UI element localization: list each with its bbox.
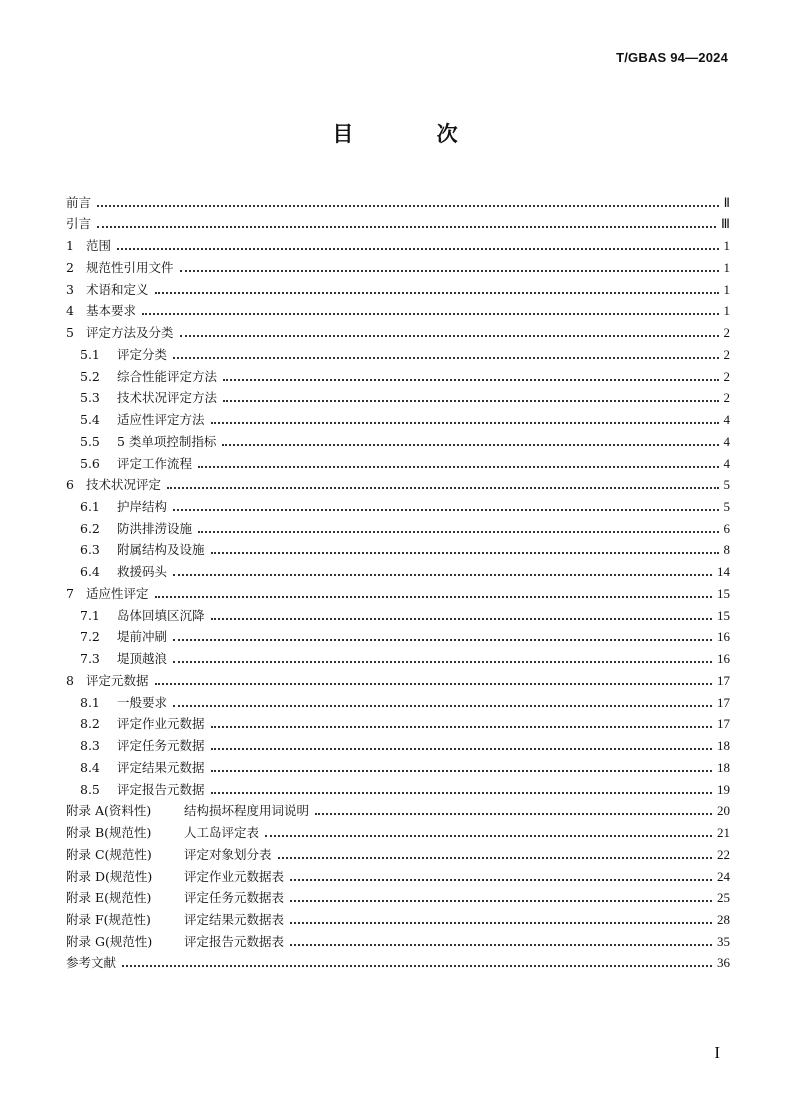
toc-entry-page: 15 <box>717 607 730 623</box>
toc-entry-number: 7 <box>66 585 74 601</box>
toc-entry-title: 适应性评定 <box>86 585 149 601</box>
toc-entry-number: 6.4 <box>80 564 100 580</box>
toc-entry-number: 附录 G(规范性) <box>66 933 153 949</box>
toc-entry-number: 5.3 <box>80 390 100 406</box>
dot-leader <box>173 705 712 707</box>
toc-entry[interactable] <box>66 885 730 907</box>
toc-entry[interactable] <box>66 667 730 689</box>
standard-code: T/GBAS 94—2024 <box>616 50 728 65</box>
toc-entry-title: 评定任务元数据 <box>117 738 205 754</box>
toc-entry-title: 评定工作流程 <box>117 455 193 471</box>
toc-entry-page: Ⅲ <box>721 216 730 232</box>
toc-entry[interactable] <box>66 363 730 385</box>
toc-entry-number: 附录 E(规范性) <box>66 890 152 906</box>
toc-entry-title: 评定结果元数据表 <box>184 911 285 927</box>
toc-entry-title: 一般要求 <box>117 694 168 710</box>
toc-entry-page: 25 <box>717 890 730 906</box>
toc-entry-title: 评定分类 <box>117 346 168 362</box>
dot-leader <box>173 661 712 663</box>
toc-entry-page: 1 <box>723 303 730 319</box>
toc-entry-title: 范围 <box>86 238 112 254</box>
dot-leader <box>117 248 718 250</box>
toc-entry-title: 岛体回填区沉降 <box>117 607 205 623</box>
toc-entry-title: 技术状况评定方法 <box>117 390 218 406</box>
toc-entry-page: 2 <box>723 346 730 362</box>
toc-entry-title: 评定结果元数据 <box>117 759 205 775</box>
dot-leader <box>211 618 712 620</box>
toc-entry-number: 7.3 <box>80 651 100 667</box>
toc-entry-page: 19 <box>717 781 730 797</box>
toc-entry-page: 18 <box>717 759 730 775</box>
toc-entry[interactable] <box>66 950 730 972</box>
dot-leader <box>142 313 718 315</box>
toc-entry-page: 1 <box>723 259 730 275</box>
toc-entry-page: 2 <box>723 368 730 384</box>
dot-leader <box>211 422 719 424</box>
toc-entry[interactable] <box>66 689 730 711</box>
toc-entry-title: 防洪排涝设施 <box>117 520 193 536</box>
dot-leader <box>97 226 716 228</box>
toc-entry-number: 附录 D(规范性) <box>66 868 153 884</box>
toc-entry-title: 护岸结构 <box>117 499 168 515</box>
toc-entry-page: 21 <box>717 825 730 841</box>
toc-entry[interactable] <box>66 276 730 298</box>
toc-entry[interactable] <box>66 406 730 428</box>
toc-entry-page: 17 <box>717 694 730 710</box>
dot-leader <box>211 792 712 794</box>
dot-leader <box>198 466 718 468</box>
toc-entry[interactable] <box>66 928 730 950</box>
page-number: I <box>714 1043 720 1062</box>
toc-entry-page: 4 <box>723 433 730 449</box>
toc-entry[interactable] <box>66 189 730 211</box>
toc-entry-number: 附录 B(规范性) <box>66 825 152 841</box>
toc-entry-title: 救援码头 <box>117 564 168 580</box>
toc-entry-title: 评定任务元数据表 <box>184 890 285 906</box>
toc-entry-title: 评定作业元数据 <box>117 716 205 732</box>
toc-entry-page: 4 <box>723 412 730 428</box>
dot-leader <box>180 270 719 272</box>
toc-entry-title: 堤顶越浪 <box>117 651 168 667</box>
toc-entry-number: 2 <box>66 259 74 275</box>
toc-entry[interactable] <box>66 711 730 733</box>
toc-entry-page: 6 <box>723 520 730 536</box>
dot-leader <box>223 379 718 381</box>
dot-leader <box>211 552 719 554</box>
page-title: 目 次 <box>332 122 496 146</box>
toc-entry-number: 8.4 <box>80 759 100 775</box>
toc-entry-page: 1 <box>723 238 730 254</box>
toc-entry[interactable] <box>66 863 730 885</box>
toc-entry[interactable] <box>66 841 730 863</box>
toc-entry-page: 2 <box>723 390 730 406</box>
toc-entry-title: 术语和定义 <box>86 281 149 297</box>
toc-entry-page: 22 <box>717 846 730 862</box>
toc-entry-title: 规范性引用文件 <box>86 259 174 275</box>
toc-entry-page: 35 <box>717 933 730 949</box>
dot-leader <box>167 487 718 489</box>
toc-entry-page: 5 <box>723 499 730 515</box>
dot-leader <box>290 922 712 924</box>
toc-entry-number: 6 <box>66 477 74 493</box>
toc-entry-number: 8.2 <box>80 716 100 732</box>
toc-entry[interactable] <box>66 319 730 341</box>
toc-entry-number: 1 <box>66 238 74 254</box>
dot-leader <box>173 509 718 511</box>
toc-entry-number: 5.5 <box>80 433 100 449</box>
toc-entry[interactable] <box>66 211 730 233</box>
toc-entry[interactable] <box>66 798 730 820</box>
toc-entry-number: 6.3 <box>80 542 100 558</box>
toc-entry-page: 5 <box>723 477 730 493</box>
toc-entry-title: 评定报告元数据表 <box>184 933 285 949</box>
toc-entry-title: 堤前冲刷 <box>117 629 168 645</box>
toc-entry-page: 16 <box>717 629 730 645</box>
dot-leader <box>155 683 712 685</box>
toc-entry-page: 15 <box>717 585 730 601</box>
toc-entry-title: 5 类单项控制指标 <box>117 433 217 449</box>
toc-entry-page: 28 <box>717 911 730 927</box>
dot-leader <box>265 835 712 837</box>
toc-entry-number: 7.2 <box>80 629 100 645</box>
toc-entry-page: 2 <box>723 325 730 341</box>
toc-entry-page: 4 <box>723 455 730 471</box>
dot-leader <box>122 965 712 967</box>
dot-leader <box>290 900 712 902</box>
toc-entry-title: 基本要求 <box>86 303 137 319</box>
toc-entry[interactable] <box>66 906 730 928</box>
toc-entry-title: 引言 <box>66 216 92 232</box>
toc-entry[interactable] <box>66 602 730 624</box>
toc-entry-number: 8.5 <box>80 781 100 797</box>
dot-leader <box>198 531 718 533</box>
toc-entry-title: 评定报告元数据 <box>117 781 205 797</box>
toc-entry[interactable] <box>66 493 730 515</box>
toc-entry-number: 5.2 <box>80 368 100 384</box>
toc-entry-number: 8 <box>66 672 74 688</box>
toc-entry[interactable] <box>66 298 730 320</box>
toc-entry-page: 36 <box>717 955 730 971</box>
toc-entry[interactable] <box>66 450 730 472</box>
dot-leader <box>211 748 712 750</box>
toc-entry[interactable] <box>66 537 730 559</box>
toc-entry-title: 评定作业元数据表 <box>184 868 285 884</box>
dot-leader <box>211 726 712 728</box>
toc-entry-number: 6.2 <box>80 520 100 536</box>
toc-entry-number: 7.1 <box>80 607 100 623</box>
dot-leader <box>315 813 712 815</box>
toc-entry-page: 17 <box>717 672 730 688</box>
toc-entry-title: 前言 <box>66 194 92 210</box>
toc-entry-number: 3 <box>66 281 74 297</box>
toc-entry[interactable] <box>66 754 730 776</box>
toc-entry[interactable] <box>66 819 730 841</box>
toc-entry-title: 综合性能评定方法 <box>117 368 218 384</box>
toc-entry-page: 1 <box>723 281 730 297</box>
toc-entry-title: 适应性评定方法 <box>117 412 205 428</box>
dot-leader <box>180 335 719 337</box>
toc-entry[interactable] <box>66 558 730 580</box>
toc-entry-number: 附录 F(规范性) <box>66 911 151 927</box>
toc-entry-page: 20 <box>717 803 730 819</box>
toc-entry-number: 4 <box>66 303 74 319</box>
toc-entry[interactable] <box>66 776 730 798</box>
toc-entry-number: 5 <box>66 325 74 341</box>
toc-entry-number: 5.1 <box>80 346 100 362</box>
toc-entry-number: 5.6 <box>80 455 100 471</box>
toc-entry-page: 8 <box>723 542 730 558</box>
dot-leader <box>155 596 712 598</box>
toc-entry-number: 8.3 <box>80 738 100 754</box>
dot-leader <box>290 944 712 946</box>
toc-entry-title: 结构损坏程度用词说明 <box>184 803 310 819</box>
dot-leader <box>97 205 719 207</box>
dot-leader <box>173 639 712 641</box>
toc-entry-number: 5.4 <box>80 412 100 428</box>
toc-entry[interactable] <box>66 232 730 254</box>
dot-leader <box>290 879 712 881</box>
toc-entry-title: 人工岛评定表 <box>184 825 260 841</box>
toc-entry-page: 16 <box>717 651 730 667</box>
dot-leader <box>223 400 718 402</box>
toc-entry-page: 17 <box>717 716 730 732</box>
toc-entry-title: 参考文献 <box>66 955 117 971</box>
toc-entry-title: 技术状况评定 <box>86 477 162 493</box>
dot-leader <box>173 574 712 576</box>
toc-entry[interactable] <box>66 341 730 363</box>
toc-entry-page: 18 <box>717 738 730 754</box>
toc-entry[interactable] <box>66 645 730 667</box>
toc-entry[interactable] <box>66 624 730 646</box>
toc-entry[interactable] <box>66 515 730 537</box>
dot-leader <box>222 444 718 446</box>
toc-entry-number: 附录 C(规范性) <box>66 846 152 862</box>
dot-leader <box>278 857 712 859</box>
toc-entry-title: 评定对象划分表 <box>184 846 272 862</box>
dot-leader <box>173 357 718 359</box>
toc-entry[interactable] <box>66 732 730 754</box>
toc-entry-title: 评定元数据 <box>86 672 149 688</box>
table-of-contents <box>66 189 730 971</box>
toc-entry-number: 附录 A(资料性) <box>66 803 152 819</box>
toc-entry-page: 14 <box>717 564 730 580</box>
toc-entry-title: 附属结构及设施 <box>117 542 205 558</box>
dot-leader <box>211 770 712 772</box>
toc-entry[interactable] <box>66 428 730 450</box>
toc-entry-number: 8.1 <box>80 694 100 710</box>
toc-entry[interactable] <box>66 472 730 494</box>
toc-entry[interactable] <box>66 580 730 602</box>
toc-entry-title: 评定方法及分类 <box>86 325 174 341</box>
toc-entry-number: 6.1 <box>80 499 100 515</box>
dot-leader <box>155 292 719 294</box>
toc-entry-page: Ⅱ <box>723 194 730 210</box>
toc-entry[interactable] <box>66 385 730 407</box>
toc-entry[interactable] <box>66 254 730 276</box>
toc-entry-page: 24 <box>717 868 730 884</box>
